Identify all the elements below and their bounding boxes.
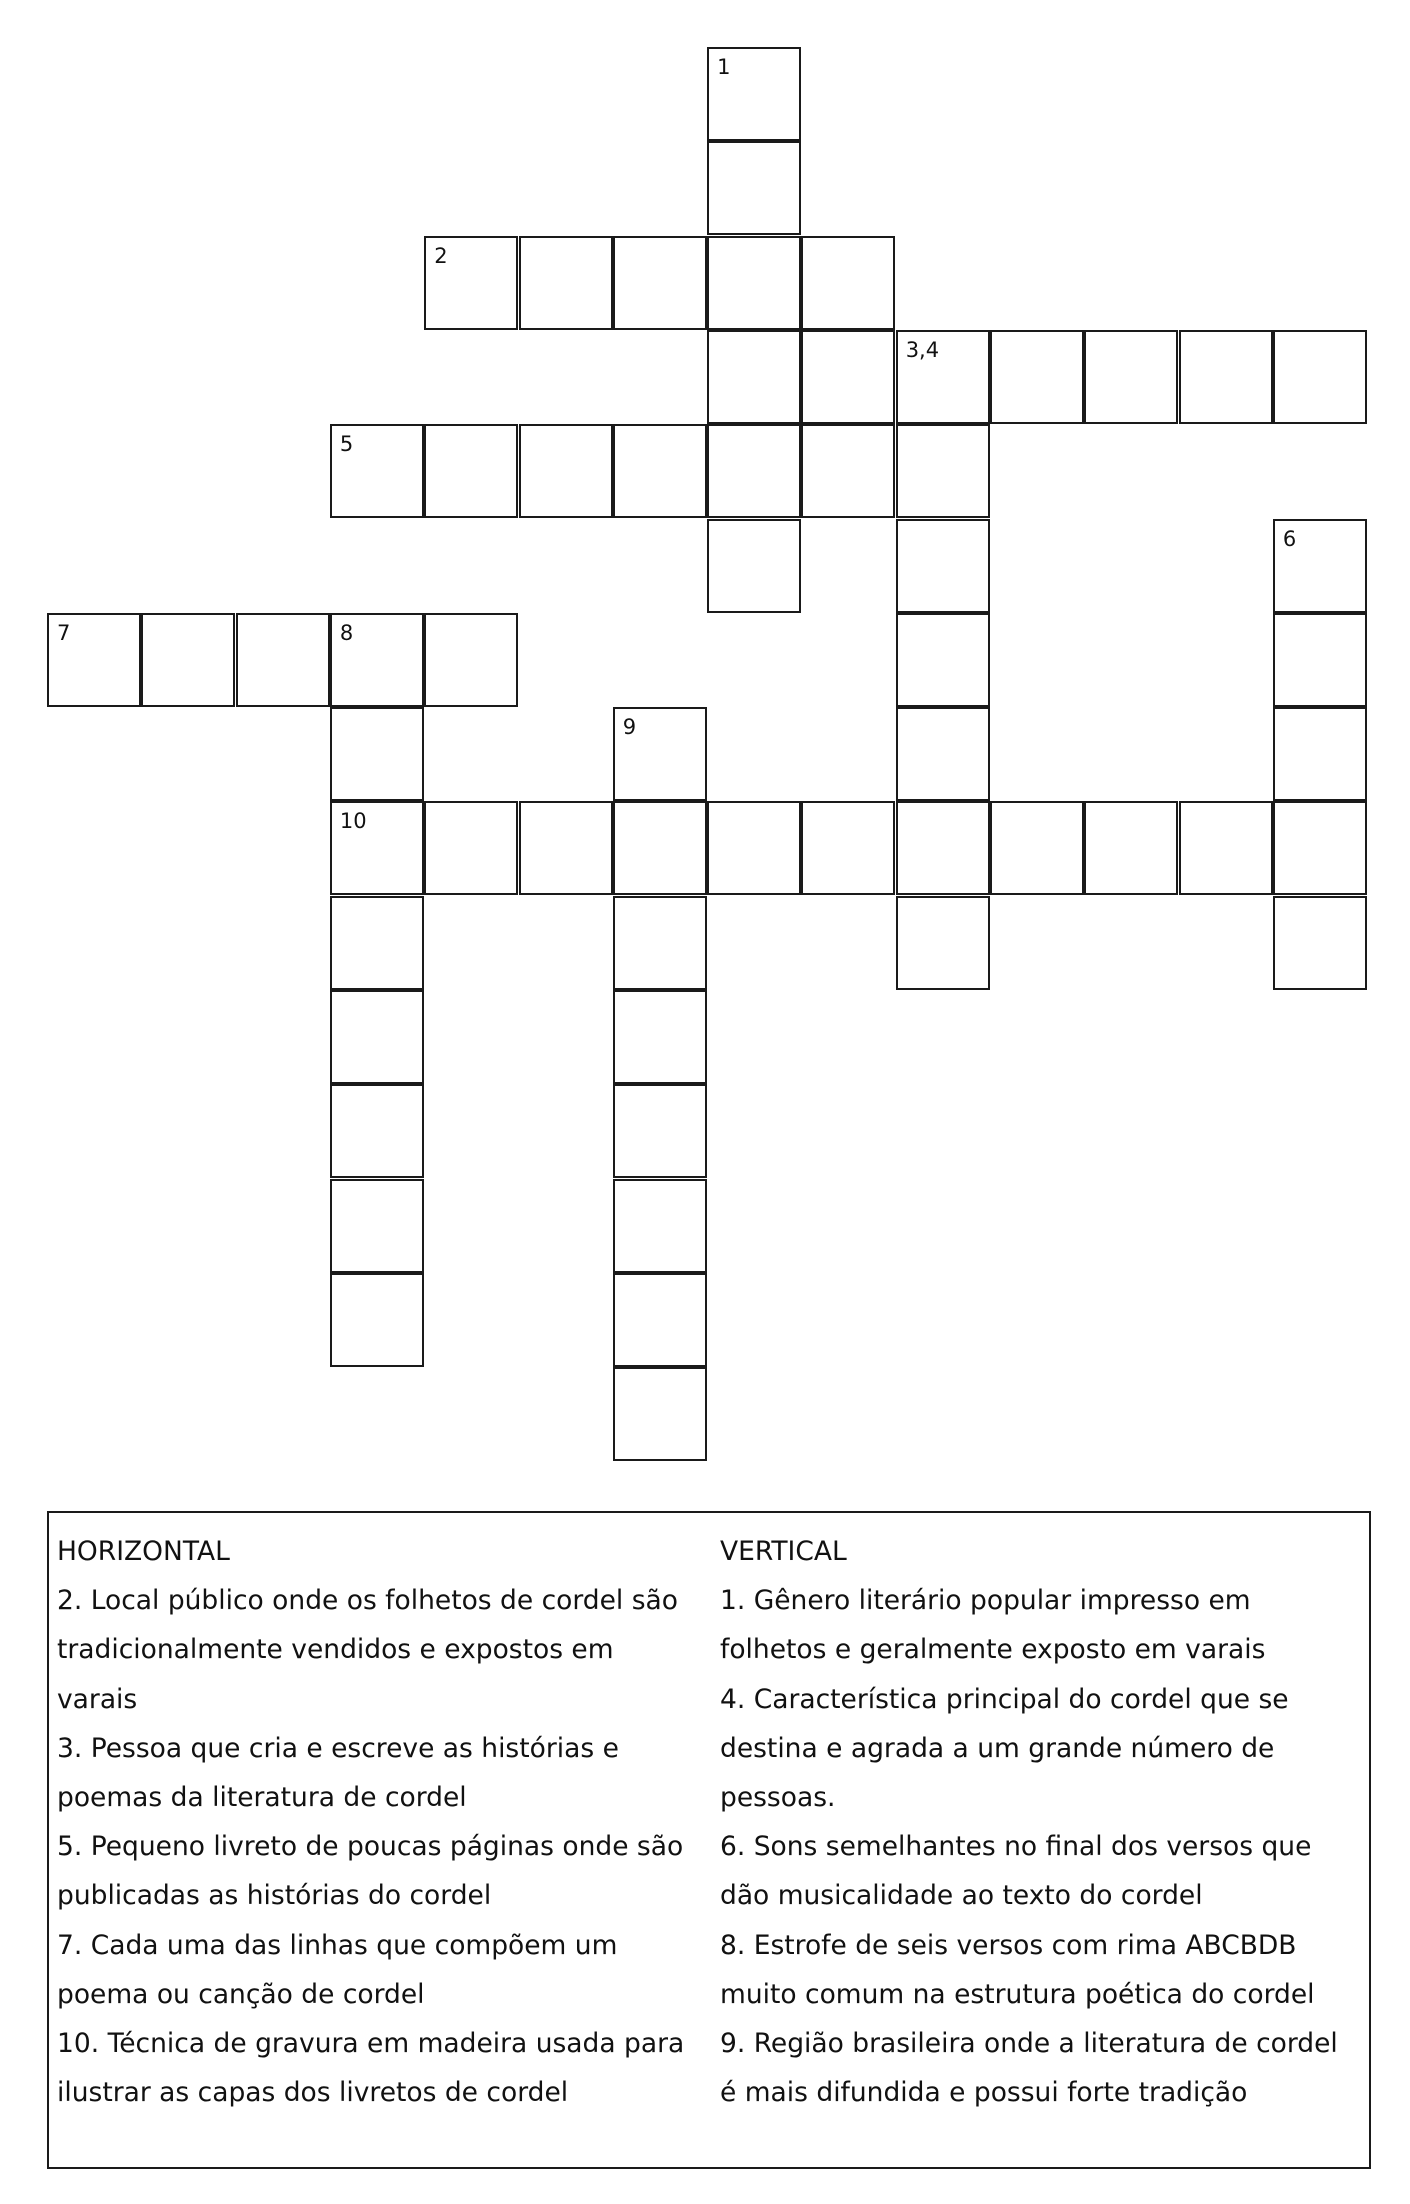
crossword-cell[interactable] <box>896 424 990 518</box>
crossword-cell[interactable] <box>1273 801 1367 895</box>
crossword-cell[interactable] <box>707 141 801 235</box>
horizontal-clue-line: publicadas as histórias do cordel <box>57 1880 492 1912</box>
crossword-cell[interactable] <box>236 613 330 707</box>
crossword-cell[interactable] <box>519 424 613 518</box>
crossword-cell[interactable] <box>707 801 801 895</box>
crossword-cell[interactable] <box>613 801 707 895</box>
crossword-cell[interactable] <box>896 519 990 613</box>
vertical-clue-line: folhetos e geralmente exposto em varais <box>720 1634 1266 1666</box>
clue-number: 8 <box>339 620 354 645</box>
clues-box <box>47 1511 1371 2169</box>
crossword-cell[interactable] <box>330 424 424 518</box>
crossword-cell[interactable] <box>1179 801 1273 895</box>
crossword-cell[interactable] <box>1273 896 1367 990</box>
horizontal-clue-line: varais <box>57 1683 138 1715</box>
clue-number: 10 <box>339 809 367 834</box>
crossword-cell[interactable] <box>801 236 895 330</box>
crossword-cell[interactable] <box>613 1084 707 1178</box>
crossword-cell[interactable] <box>613 1367 707 1461</box>
crossword-cell[interactable] <box>990 801 1084 895</box>
crossword-cell[interactable] <box>896 707 990 801</box>
crossword-cell[interactable] <box>613 1273 707 1367</box>
crossword-cell[interactable] <box>613 1179 707 1273</box>
crossword-cell[interactable] <box>801 801 895 895</box>
vertical-heading: VERTICAL <box>720 1536 847 1567</box>
vertical-clue-line: 6. Sons semelhantes no final dos versos que <box>720 1831 1312 1863</box>
vertical-clue-line: dão musicalidade ao texto do cordel <box>720 1880 1203 1912</box>
vertical-clues-column <box>720 1527 1360 2117</box>
clue-number: 7 <box>57 620 71 645</box>
crossword-cell[interactable] <box>330 1084 424 1178</box>
clue-number: 9 <box>622 715 637 740</box>
crossword-cell[interactable] <box>990 330 1084 424</box>
horizontal-clue-line: 7. Cada uma das linhas que compõem um <box>57 1929 618 1961</box>
horizontal-clues-column <box>57 1527 707 2117</box>
crossword-cell[interactable] <box>1273 519 1367 613</box>
vertical-clue-line: muito comum na estrutura poética do cordel <box>720 1978 1315 2010</box>
horizontal-clue-line: 3. Pessoa que cria e escreve as histórias e <box>57 1732 619 1764</box>
clue-number: 6 <box>1282 526 1297 551</box>
vertical-clue-line: 4. Característica principal do cordel que se <box>720 1683 1289 1715</box>
crossword-cell[interactable] <box>1273 330 1367 424</box>
crossword-cell[interactable] <box>896 896 990 990</box>
crossword-cell[interactable] <box>707 424 801 518</box>
crossword-cell[interactable] <box>1084 801 1178 895</box>
vertical-clue-line: 9. Região brasileira onde a literatura de cordel <box>720 2028 1338 2060</box>
crossword-cell[interactable] <box>424 801 518 895</box>
horizontal-clue-line: poemas da literatura de cordel <box>57 1782 467 1814</box>
crossword-cell[interactable] <box>1084 330 1178 424</box>
crossword-cell[interactable] <box>801 330 895 424</box>
vertical-clue-line: 8. Estrofe de seis versos com rima ABCBDB <box>720 1929 1297 1961</box>
crossword-cell[interactable] <box>424 424 518 518</box>
crossword-cell[interactable] <box>707 330 801 424</box>
crossword-cell[interactable] <box>896 330 990 424</box>
clue-number: 3,4 <box>905 337 940 362</box>
horizontal-clue-line: 2. Local público onde os folhetos de cordel são <box>57 1585 678 1617</box>
horizontal-clue-line: 5. Pequeno livreto de poucas páginas onde são <box>57 1831 684 1863</box>
crossword-cell[interactable] <box>424 236 518 330</box>
crossword-cell[interactable] <box>47 613 141 707</box>
horizontal-heading: HORIZONTAL <box>57 1536 230 1567</box>
crossword-cell[interactable] <box>613 707 707 801</box>
crossword-cell[interactable] <box>519 801 613 895</box>
crossword-cell[interactable] <box>613 236 707 330</box>
crossword-cell[interactable] <box>141 613 235 707</box>
crossword-cell[interactable] <box>330 1273 424 1367</box>
crossword-cell[interactable] <box>613 424 707 518</box>
crossword-cell[interactable] <box>424 613 518 707</box>
clue-number: 1 <box>717 55 731 79</box>
crossword-cell[interactable] <box>707 47 801 141</box>
horizontal-clue-line: 10. Técnica de gravura em madeira usada para <box>57 2028 685 2060</box>
crossword-cell[interactable] <box>1273 707 1367 801</box>
crossword-cell[interactable] <box>1179 330 1273 424</box>
crossword-cell[interactable] <box>896 613 990 707</box>
vertical-clue-line: pessoas. <box>720 1782 836 1814</box>
crossword-cell[interactable] <box>330 896 424 990</box>
horizontal-clue-line: poema ou canção de cordel <box>57 1978 425 2010</box>
crossword-cell[interactable] <box>613 990 707 1084</box>
crossword-cell[interactable] <box>330 990 424 1084</box>
crossword-cell[interactable] <box>801 424 895 518</box>
vertical-clue-line: destina e agrada a um grande número de <box>720 1732 1275 1764</box>
clue-number: 5 <box>339 432 354 457</box>
crossword-cell[interactable] <box>330 1179 424 1273</box>
vertical-clue-line: é mais difundida e possui forte tradição <box>720 2077 1248 2109</box>
horizontal-clue-line: tradicionalmente vendidos e expostos em <box>57 1634 614 1666</box>
crossword-cell[interactable] <box>330 801 424 895</box>
vertical-clue-line: 1. Gênero literário popular impresso em <box>720 1585 1251 1617</box>
crossword-cell[interactable] <box>896 801 990 895</box>
crossword-cell[interactable] <box>707 519 801 613</box>
crossword-cell[interactable] <box>1273 613 1367 707</box>
crossword-cell[interactable] <box>613 896 707 990</box>
crossword-cell[interactable] <box>707 236 801 330</box>
crossword-cell[interactable] <box>519 236 613 330</box>
clue-number: 2 <box>434 243 448 268</box>
crossword-cell[interactable] <box>330 707 424 801</box>
horizontal-clue-line: ilustrar as capas dos livretos de cordel <box>57 2077 569 2109</box>
crossword-cell[interactable] <box>330 613 424 707</box>
